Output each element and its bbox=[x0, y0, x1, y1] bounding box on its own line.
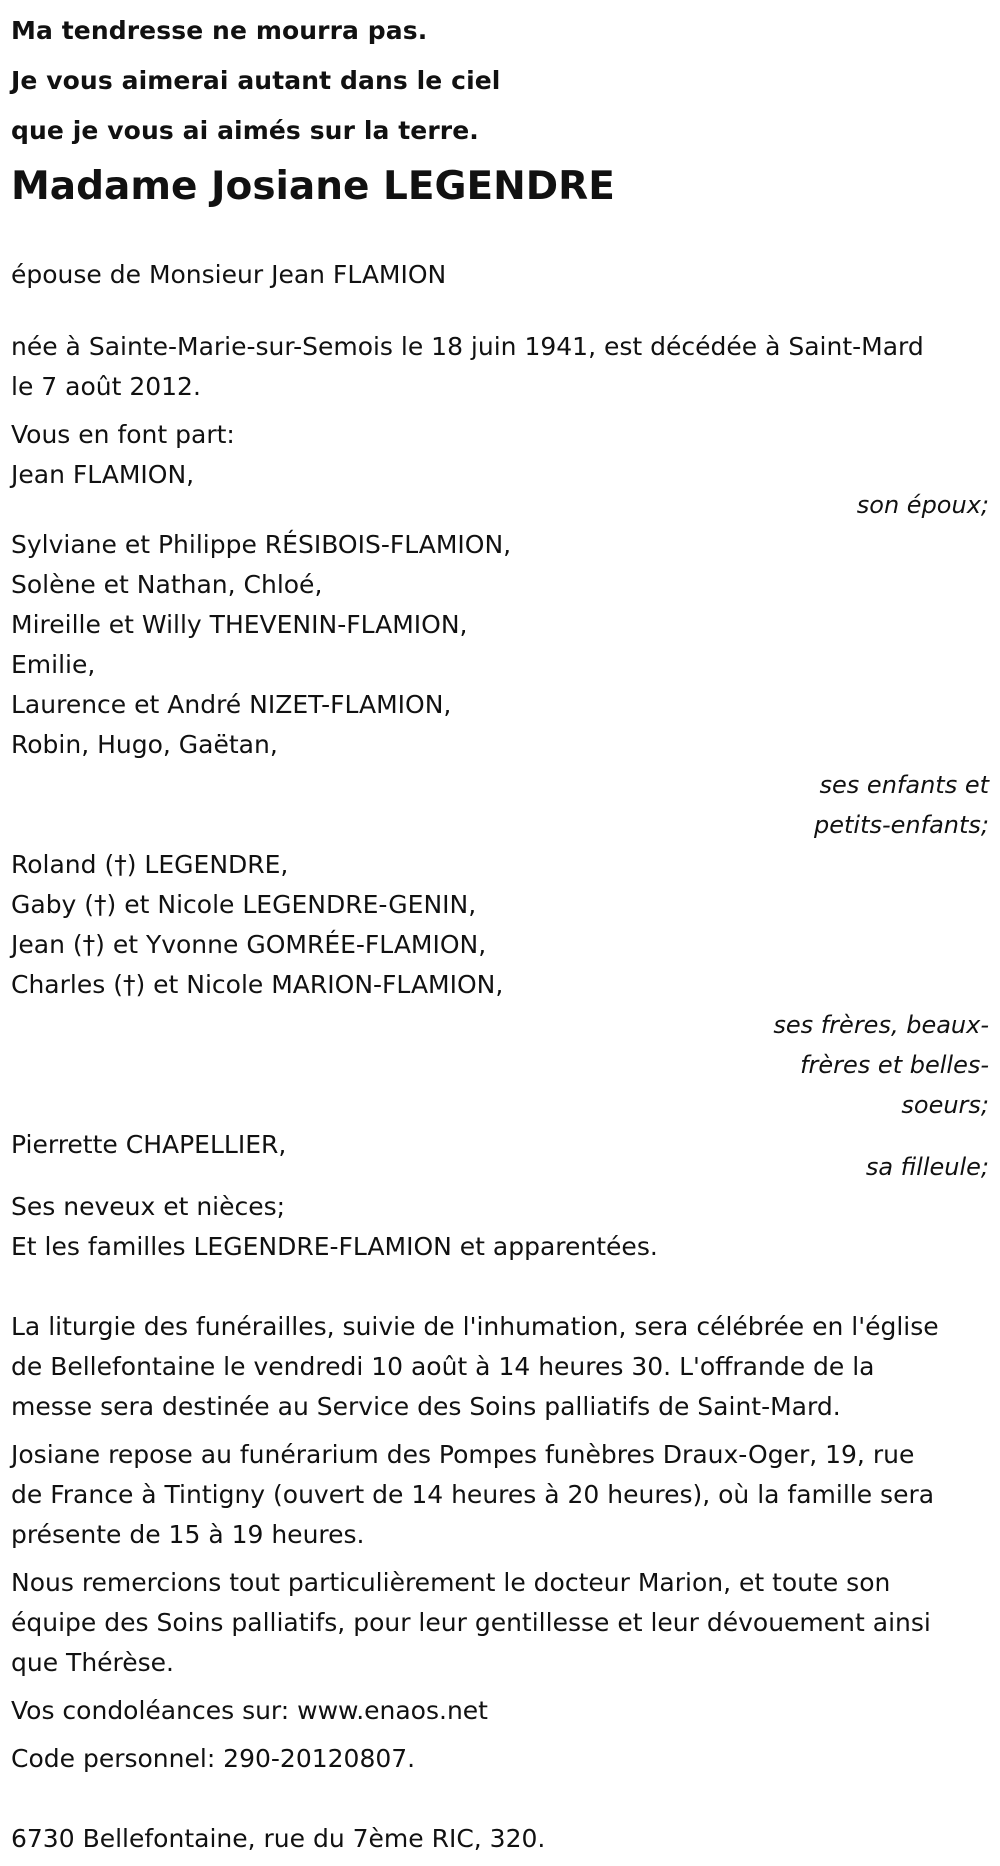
address-line: 6730 Bellefontaine, rue du 7ème RIC, 320. bbox=[11, 1824, 546, 1853]
obituary-notice bbox=[11, 0, 993, 1859]
role-line: petits-enfants; bbox=[814, 811, 989, 839]
husband-role: son époux; bbox=[856, 491, 989, 519]
condolences-line: Vos condoléances sur: www.enaos.net bbox=[11, 1696, 488, 1725]
list-item: Ses neveux et nièces; bbox=[11, 1192, 286, 1221]
list-item: Jean (†) et Yvonne GOMRÉE-FLAMION, bbox=[11, 930, 487, 959]
list-item: Roland (†) LEGENDRE, bbox=[11, 850, 289, 879]
husband-name: Jean FLAMION, bbox=[11, 460, 195, 489]
quote-line: que je vous ai aimés sur la terre. bbox=[11, 116, 479, 145]
list-item: Robin, Hugo, Gaëtan, bbox=[11, 730, 278, 759]
quote-line: Je vous aimerai autant dans le ciel bbox=[11, 66, 501, 95]
siblings-list bbox=[11, 845, 993, 1005]
children-list bbox=[11, 525, 993, 765]
birth-death-info bbox=[11, 327, 993, 407]
goddaughter-role: sa filleule; bbox=[865, 1153, 989, 1181]
list-item: Mireille et Willy THEVENIN-FLAMION, bbox=[11, 610, 468, 639]
siblings-role bbox=[11, 1005, 989, 1125]
text-line: de France à Tintigny (ouvert de 14 heures à 20 heures), où la famille sera bbox=[11, 1480, 935, 1509]
children-role bbox=[11, 765, 989, 845]
goddaughter-name: Pierrette CHAPELLIER, bbox=[11, 1130, 287, 1159]
deceased-name: Madame Josiane LEGENDRE bbox=[11, 164, 615, 209]
text-line: de Bellefontaine le vendredi 10 août à 14 heures 30. L'offrande de la bbox=[11, 1352, 875, 1381]
role-line: ses frères, beaux- bbox=[773, 1011, 989, 1039]
list-item: Laurence et André NIZET-FLAMION, bbox=[11, 690, 452, 719]
spouse-line: épouse de Monsieur Jean FLAMION bbox=[11, 260, 447, 289]
list-item: Emilie, bbox=[11, 650, 96, 679]
repose-paragraph bbox=[11, 1435, 993, 1555]
text-line: présente de 15 à 19 heures. bbox=[11, 1520, 365, 1549]
text-line: La liturgie des funérailles, suivie de l'inhumation, sera célébrée en l'église bbox=[11, 1312, 939, 1341]
text-line: née à Sainte-Marie-sur-Semois le 18 juin 1941, est décédée à Saint-Mard bbox=[11, 332, 924, 361]
epitaph-quote bbox=[11, 6, 993, 156]
quote-line: Ma tendresse ne mourra pas. bbox=[11, 16, 428, 45]
list-item: Gaby (†) et Nicole LEGENDRE-GENIN, bbox=[11, 890, 477, 919]
list-item: Et les familles LEGENDRE-FLAMION et apparentées. bbox=[11, 1232, 658, 1261]
text-line: Josiane repose au funérarium des Pompes funèbres Draux-Oger, 19, rue bbox=[11, 1440, 915, 1469]
role-line: ses enfants et bbox=[819, 771, 989, 799]
list-item: Charles (†) et Nicole MARION-FLAMION, bbox=[11, 970, 504, 999]
role-line: frères et belles- bbox=[800, 1051, 989, 1079]
text-line: Nous remercions tout particulièrement le docteur Marion, et toute son bbox=[11, 1568, 891, 1597]
thanks-paragraph bbox=[11, 1563, 993, 1683]
list-item: Solène et Nathan, Chloé, bbox=[11, 570, 323, 599]
list-item: Sylviane et Philippe RÉSIBOIS-FLAMION, bbox=[11, 530, 512, 559]
text-line: équipe des Soins palliatifs, pour leur gentillesse et leur dévouement ainsi bbox=[11, 1608, 931, 1637]
other-relatives bbox=[11, 1187, 993, 1267]
personal-code: Code personnel: 290-20120807. bbox=[11, 1744, 416, 1773]
announce-line: Vous en font part: bbox=[11, 420, 235, 449]
role-line: soeurs; bbox=[901, 1091, 989, 1119]
text-line: que Thérèse. bbox=[11, 1648, 175, 1677]
announcement-block bbox=[11, 415, 993, 495]
text-line: le 7 août 2012. bbox=[11, 372, 201, 401]
text-line: messe sera destinée au Service des Soins palliatifs de Saint-Mard. bbox=[11, 1392, 841, 1421]
liturgy-paragraph bbox=[11, 1307, 993, 1427]
